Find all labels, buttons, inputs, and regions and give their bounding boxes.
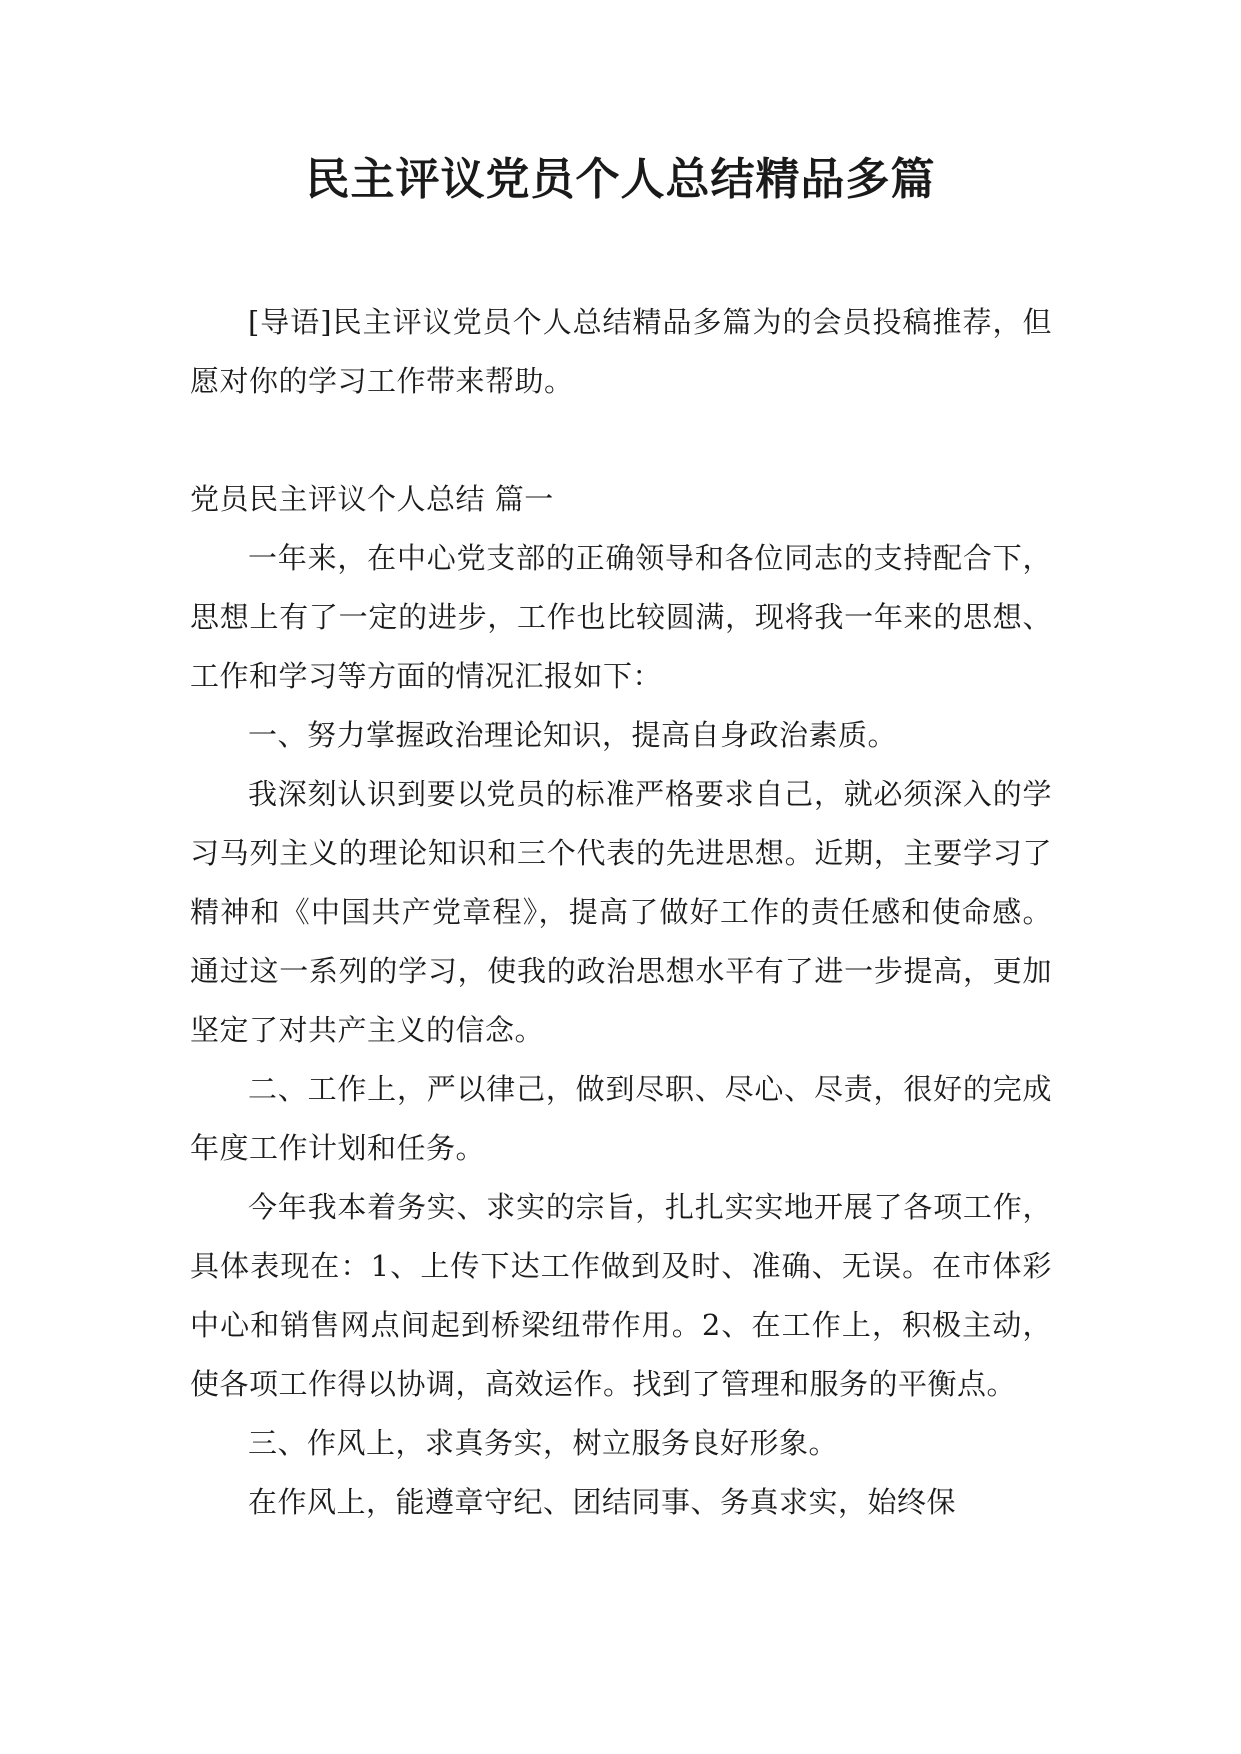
document-title: 民主评议党员个人总结精品多篇 (305, 154, 936, 205)
body-paragraph: 二、工作上，严以律己，做到尽职、尽心、尽责，很好的完成年度工作计划和任务。 (190, 1072, 1052, 1165)
body-paragraph: 三、作风上，求真务实，树立服务良好形象。 (248, 1426, 839, 1460)
body-paragraph: 一、努力掌握政治理论知识，提高自身政治素质。 (248, 718, 898, 752)
section-heading: 党员民主评议个人总结 篇一 (190, 482, 554, 516)
intro-paragraph: [导语]民主评议党员个人总结精品多篇为的会员投稿推荐，但愿对你的学习工作带来帮助。 (190, 305, 1052, 398)
body-paragraph: 今年我本着务实、求实的宗旨，扎扎实实地开展了各项工作，具体表现在：1、上传下达工作做到及时、准确、无误。在市体彩中心和销售网点间起到桥梁纽带作用。2、在工作上，积极主动，使各项工作得以协调，高效运作。找到了管理和服务的平衡点。 (190, 1190, 1052, 1401)
body-paragraph: 我深刻认识到要以党员的标准严格要求自己，就必须深入的学习马列主义的理论知识和三个代表的先进思想。近期，主要学习了精神和《中国共产党章程》，提高了做好工作的责任感和使命感。 通过这一系列的学习，使我的政治思想水平有了进一步提高，更加坚定了对共产主义的信念。 (190, 777, 1052, 1047)
body-paragraph: 在作风上，能遵章守纪、团结同事、务真求实，始终保 (248, 1485, 957, 1519)
document-body (190, 293, 1052, 1532)
paragraph-gap (190, 411, 1052, 470)
body-paragraph: 一年来，在中心党支部的正确领导和各位同志的支持配合下，思想上有了一定的进步，工作也比较圆满，现将我一年来的思想、工作和学习等方面的情况汇报如下： (190, 541, 1052, 693)
